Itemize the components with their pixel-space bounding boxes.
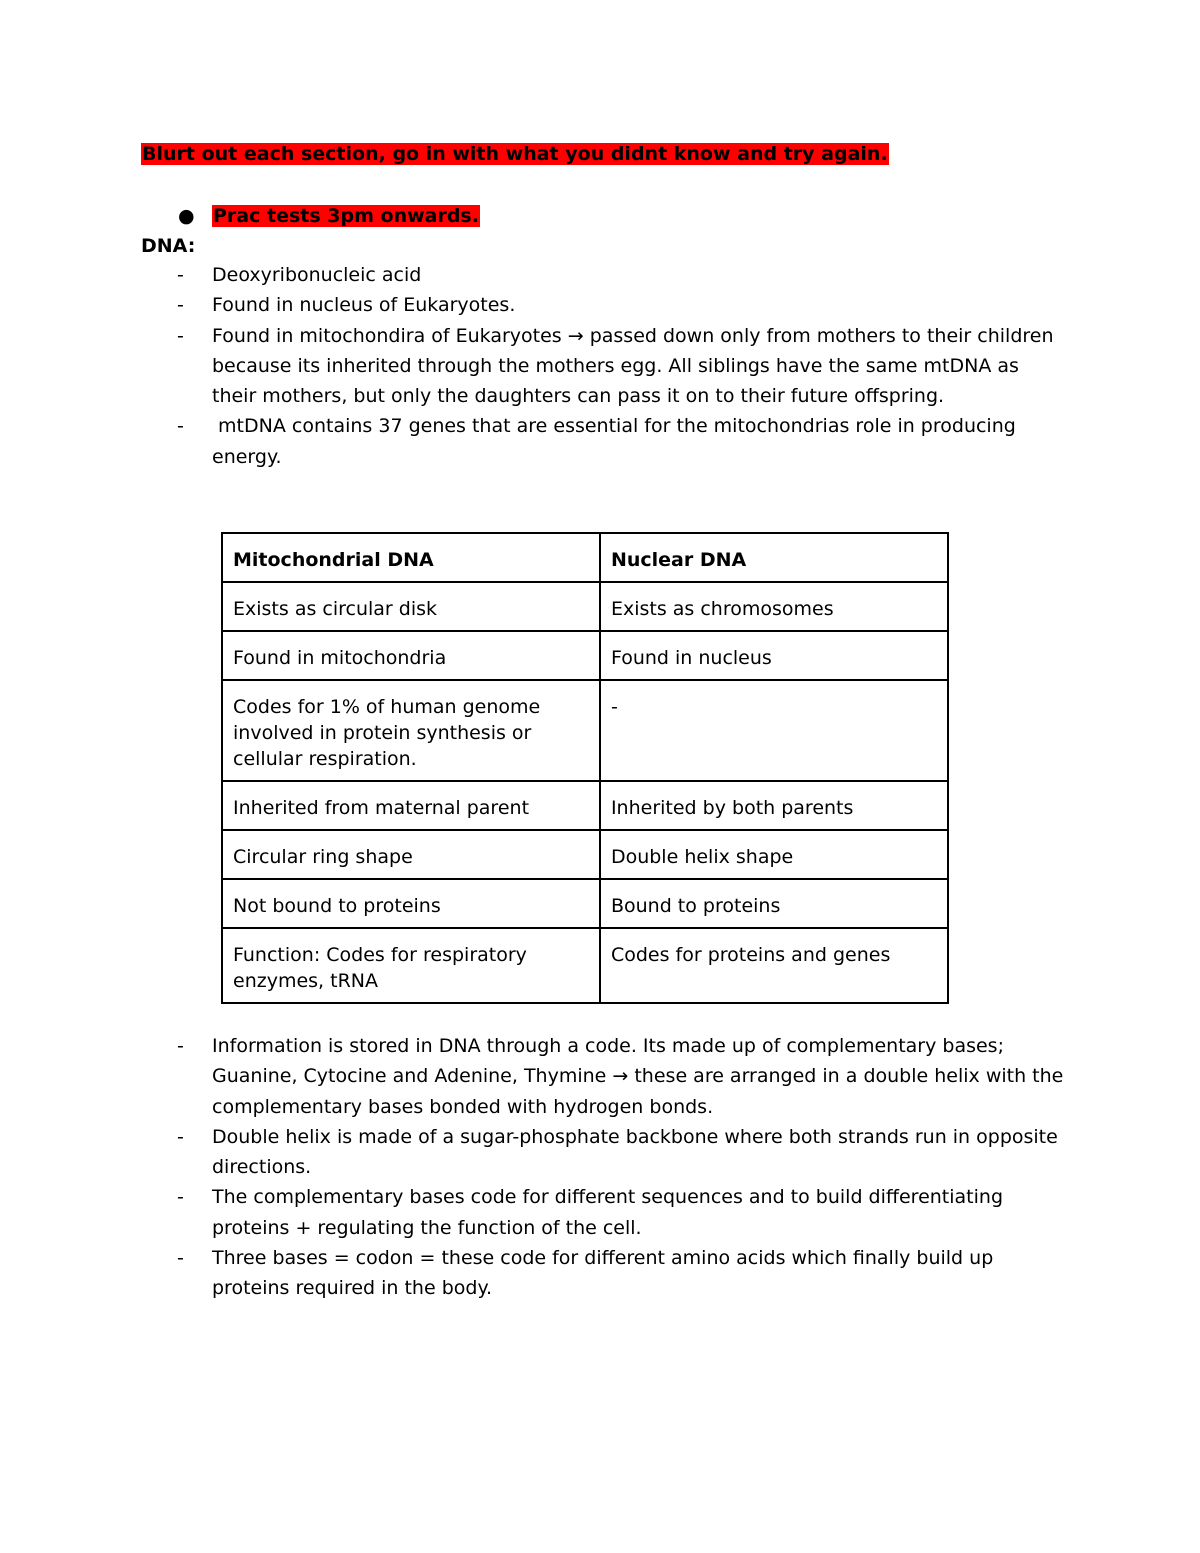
dash-icon: -	[177, 1125, 184, 1148]
list-item	[0, 260, 1064, 290]
table-cell: Codes for proteins and genes	[600, 928, 948, 1003]
table-cell: Inherited by both parents	[600, 781, 948, 830]
table-header-row	[222, 533, 948, 582]
list-item	[0, 1243, 1064, 1304]
dna-points-list	[0, 260, 1064, 472]
table-cell: Bound to proteins	[600, 879, 948, 928]
table-row	[222, 830, 948, 879]
list-item-text: Found in nucleus of Eukaryotes.	[212, 294, 516, 317]
table-row	[222, 680, 948, 781]
list-item	[0, 290, 1064, 320]
table-cell: Found in nucleus	[600, 631, 948, 680]
dash-icon: -	[177, 1247, 184, 1270]
table-row	[222, 928, 948, 1003]
list-item	[0, 1182, 1064, 1243]
highlighted-instruction: Blurt out each section, go in with what you didnt know and try again.	[142, 143, 888, 165]
highlighted-reminder: Prac tests 3pm onwards.	[213, 205, 479, 227]
dash-icon: -	[177, 1035, 184, 1057]
dash-icon: -	[177, 415, 184, 438]
comparison-table	[221, 532, 949, 1004]
table-header-cell: Mitochondrial DNA	[222, 533, 600, 582]
table-row	[222, 781, 948, 830]
dash-icon: -	[177, 1186, 184, 1209]
table-cell: Exists as chromosomes	[600, 582, 948, 631]
section-heading: DNA:	[141, 235, 196, 257]
bullet-icon: ●	[178, 205, 195, 227]
table-cell: Exists as circular disk	[222, 582, 600, 631]
table-cell: Function: Codes for respiratory enzymes, tRNA	[222, 928, 600, 1003]
table-row	[222, 879, 948, 928]
table-cell: Circular ring shape	[222, 830, 600, 879]
list-item	[0, 411, 1064, 472]
list-item-text: Information is stored in DNA through a code. Its made up of complementary bases; Guanine, Cytocine and Adenine, Thymine → these are arranged in a double helix with the complementary bases bonded with hydrogen bonds.	[212, 1035, 1064, 1118]
dna-code-points-list	[0, 1031, 1064, 1304]
list-item-text: Three bases = codon = these code for different amino acids which finally build up proteins required in the body.	[212, 1247, 994, 1300]
table-cell: Double helix shape	[600, 830, 948, 879]
dash-icon: -	[177, 294, 184, 317]
table-cell: Found in mitochondria	[222, 631, 600, 680]
list-item-text: Deoxyribonucleic acid	[212, 264, 422, 286]
list-item-text: Double helix is made of a sugar-phosphate backbone where both strands run in opposite directions.	[212, 1125, 1058, 1179]
list-item	[0, 321, 1064, 412]
list-item	[0, 1031, 1064, 1122]
list-item-text: Found in mitochondira of Eukaryotes → passed down only from mothers to their children because its inherited through the mothers egg. All siblings have the same mtDNA as their mothers, but only the daughters can pass it on to their future offspring.	[212, 324, 1054, 408]
study-instruction	[141, 140, 889, 169]
list-item-text: The complementary bases code for different sequences and to build differentiating proteins + regulating the function of the cell.	[212, 1186, 1004, 1239]
dash-icon: -	[177, 264, 184, 286]
bullet-item	[178, 202, 480, 230]
table-cell: -	[600, 680, 948, 781]
table-row	[222, 582, 948, 631]
table-cell: Inherited from maternal parent	[222, 781, 600, 830]
dash-icon: -	[177, 324, 184, 347]
list-item	[0, 1122, 1064, 1183]
table-cell: Not bound to proteins	[222, 879, 600, 928]
table-header-cell: Nuclear DNA	[600, 533, 948, 582]
table-row	[222, 631, 948, 680]
table-cell: Codes for 1% of human genome involved in protein synthesis or cellular respiration.	[222, 680, 600, 781]
list-item-text: mtDNA contains 37 genes that are essential for the mitochondrias role in producing energy.	[212, 415, 1022, 468]
